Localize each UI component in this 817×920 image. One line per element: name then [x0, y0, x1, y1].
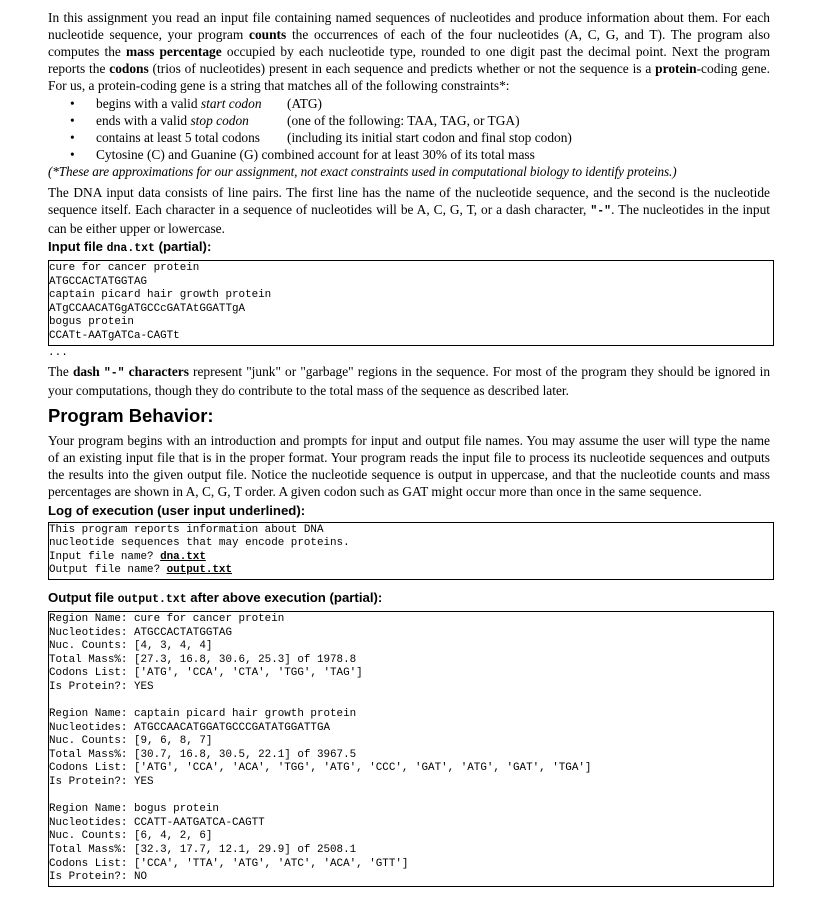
output-line: Codons List: ['ATG', 'CCA', 'ACA', 'TGG', 'ATG', 'CCC', 'GAT', 'ATG', 'GAT', 'TGA'] — [49, 762, 592, 775]
code-line: cure for cancer protein — [49, 262, 200, 274]
dna-text-2: . The nucleotides in the input can be either upper or lowercase. — [48, 202, 770, 236]
output-line: Nucleotides: ATGCCACTATGGTAG — [49, 626, 232, 639]
prompt-text: Output file name? — [49, 564, 167, 577]
dash-code: "-" — [103, 366, 125, 380]
output-line: Nuc. Counts: [6, 4, 2, 6] — [49, 830, 213, 843]
intro-paragraph — [48, 9, 770, 94]
dna-input-paragraph — [48, 184, 770, 237]
intro-mass-bold: mass percentage — [126, 44, 222, 59]
bullet-icon: • — [70, 113, 75, 128]
bullet-icon: • — [70, 130, 75, 145]
chars-bold: characters — [124, 363, 189, 379]
heading-text: (partial): — [154, 239, 212, 254]
constraint-item — [48, 112, 770, 129]
constraint-item — [48, 146, 770, 163]
constraint-detail: (ATG) — [287, 96, 322, 111]
output-line: Nucleotides: ATGCCAACATGGATGCCCGATATGGATTGA — [49, 721, 331, 734]
output-file-box — [48, 611, 774, 887]
dash-code: "-" — [590, 205, 612, 218]
code-line: ATgCCAACATGgATGCCcGATAtGGATTgA — [49, 302, 246, 315]
user-input: dna.txt — [160, 550, 206, 563]
prompt-text: Input file name? — [49, 550, 161, 563]
output-line: Nuc. Counts: [9, 6, 8, 7] — [49, 735, 213, 748]
intro-counts-bold: counts — [249, 27, 287, 42]
code-line — [49, 551, 773, 565]
constraint-text: ends with a valid — [96, 113, 191, 128]
output-line: Total Mass%: [30.7, 16.8, 30.5, 22.1] of 3967.5 — [49, 748, 357, 761]
log-box — [48, 522, 774, 580]
output-line: Nuc. Counts: [4, 3, 4, 4] — [49, 640, 213, 653]
dash-paragraph — [48, 363, 770, 399]
code-line: CCATt-AATgATCa-CAGTt — [49, 329, 180, 342]
constraint-text: begins with a valid — [96, 96, 201, 111]
output-line: Is Protein?: YES — [49, 680, 154, 693]
output-line: Region Name: cure for cancer protein — [49, 612, 285, 625]
program-behavior-heading: Program Behavior: — [48, 404, 214, 426]
heading-text: Output file — [48, 589, 118, 605]
behavior-paragraph: Your program begins with an introduction and prompts for input and output file names. You may assume the user will type the name of an existing input file that is in the proper format. Your program reads the input file to process its nucleotide sequences and outputs the results into the given output file. Notice the nucleotide sequence is output in uppercase, and that the nucleotide counts and mass percentages are shown in A, C, G, T order. A given codon such as GAT might occur more than once in the same sequence. — [48, 432, 770, 499]
output-file-heading — [48, 589, 770, 608]
output-line: Codons List: ['ATG', 'CCA', 'CTA', 'TGG', 'TAG'] — [49, 667, 363, 680]
input-file-heading — [48, 238, 770, 257]
output-line: Total Mass%: [27.3, 16.8, 30.6, 25.3] of 1978.8 — [49, 653, 357, 666]
intro-codons-bold: codons — [109, 61, 149, 76]
code-line: ATGCCACTATGGTAG — [49, 275, 148, 288]
intro-text-4: (trios of nucleotides) present in each sequence and predicts whether or not the sequence is a — [148, 61, 656, 76]
output-line: Is Protein?: YES — [49, 776, 154, 789]
output-line: Region Name: bogus protein — [49, 803, 219, 816]
dash-text-2: represent "junk" or "garbage" regions in the sequence. For most of the program they should be ignored in your computations, though they do contribute to the total mass of the sequence as described later. — [48, 363, 771, 398]
intro-text-1: In this assignment you read an input file containing named sequences of nucleotides and produce information about them. For each nucleotide sequence, your program — [48, 10, 770, 42]
intro-text-2: the occurrences of each of the four nucleotides (A, C, G, and T). The program also computes the — [48, 27, 770, 59]
output-line: Region Name: captain picard hair growth protein — [49, 708, 357, 721]
input-file-box — [48, 260, 774, 346]
dash-bold: dash — [72, 363, 104, 379]
constraint-item — [48, 95, 770, 112]
dash-text-1: The — [48, 363, 73, 379]
blank-line — [49, 695, 773, 709]
intro-text-3: occupied by each nucleotide type, rounded to one digit past the decimal point. Next the program reports the — [48, 44, 771, 76]
code-line: This program reports information about DNA — [49, 523, 324, 536]
blank-line — [49, 790, 773, 804]
approximation-note: (*These are approximations for our assignment, not exact constraints used in computational biology to identify proteins.) — [48, 164, 677, 179]
output-line: Codons List: ['CCA', 'TTA', 'ATG', 'ATC', 'ACA', 'GTT'] — [49, 857, 409, 870]
code-line: nucleotide sequences that may encode proteins. — [49, 537, 350, 550]
heading-filename: output.txt — [117, 592, 187, 606]
heading-filename: dna.txt — [106, 242, 155, 255]
output-line: Total Mass%: [32.3, 17.7, 12.1, 29.9] of 2508.1 — [49, 844, 357, 857]
user-input: output.txt — [166, 564, 232, 577]
constraint-item — [48, 129, 770, 146]
bullet-icon: • — [70, 96, 75, 111]
heading-text: Input file — [48, 239, 107, 254]
bullet-icon: • — [70, 147, 75, 162]
intro-text-5: -coding gene. For us, a protein-coding gene is a string that matches all of the following constraints*: — [48, 61, 770, 93]
code-line: bogus protein — [49, 316, 134, 329]
constraint-em: stop codon — [190, 113, 249, 128]
assignment-page — [48, 9, 770, 887]
code-line: captain picard hair growth protein — [49, 289, 272, 302]
constraint-detail: (including its initial start codon and final stop codon) — [287, 130, 572, 145]
ellipsis: ... — [48, 346, 68, 359]
constraint-detail: (one of the following: TAA, TAG, or TGA) — [287, 113, 520, 128]
constraints-list — [48, 95, 770, 163]
heading-text: after above execution (partial): — [186, 589, 383, 605]
output-line: Nucleotides: CCATT-AATGATCA-CAGTT — [49, 816, 265, 829]
code-line — [49, 564, 773, 578]
output-line: Is Protein?: NO — [49, 871, 148, 884]
constraint-text: contains at least 5 total codons — [96, 130, 260, 145]
dna-text-1: The DNA input data consists of line pairs. The first line has the name of the nucleotide sequence, and the second is the nucleotide sequence itself. Each character in a sequence of nucleotides will be A, C, G, T, or a dash character, — [48, 185, 770, 217]
intro-protein-bold: protein — [655, 61, 697, 76]
log-heading: Log of execution (user input underlined): — [48, 502, 306, 518]
constraint-em: start codon — [200, 96, 262, 111]
constraint-text: Cytosine (C) and Guanine (G) combined account for at least 30% of its total mass — [96, 147, 535, 162]
